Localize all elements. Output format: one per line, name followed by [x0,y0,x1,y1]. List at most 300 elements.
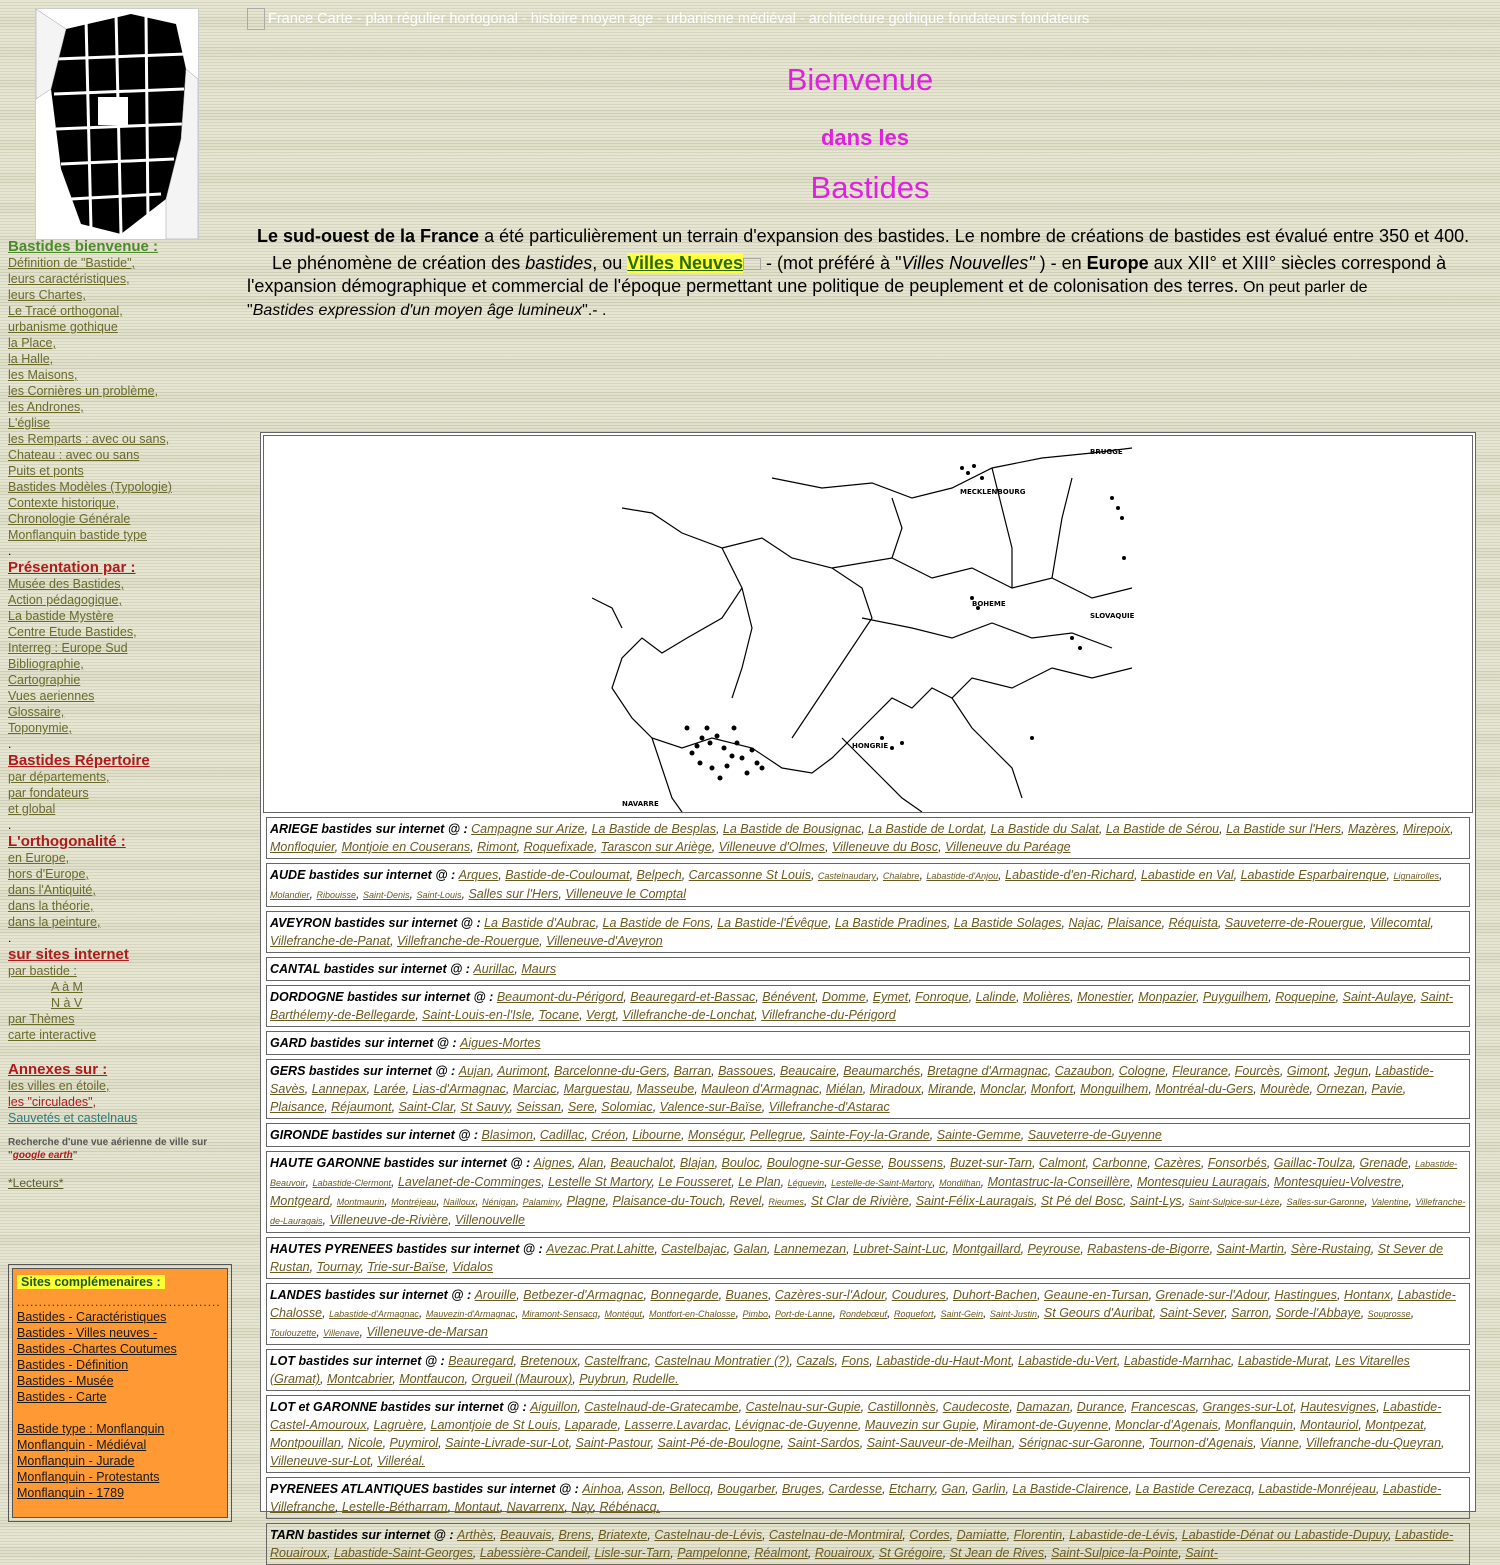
town-link[interactable]: Peyrouse [1027,1242,1081,1256]
town-link[interactable]: St Geours d'Auribat [1043,1306,1153,1320]
town-link[interactable]: Lalinde [975,990,1016,1004]
town-link[interactable]: Labastide en Val [1140,868,1234,882]
town-link[interactable]: Blajan [679,1156,715,1170]
town-link[interactable]: Rieumes [768,1197,804,1207]
town-link[interactable]: Montesquieu-Volvestre [1273,1175,1402,1189]
town-link[interactable]: Damiatte [956,1528,1007,1542]
town-link[interactable]: Jegun [1334,1064,1369,1078]
town-link[interactable]: Bassoues [718,1064,773,1078]
town-link[interactable]: Créon [591,1128,626,1142]
town-link[interactable]: Ornezan [1316,1082,1365,1096]
town-link[interactable]: St Sever de Rustan [270,1242,1444,1274]
town-link[interactable]: Monestier [1077,990,1132,1004]
town-link[interactable]: Plaisance-du-Touch [612,1194,723,1208]
town-link[interactable]: Fonsorbés [1207,1156,1267,1170]
sec5-item[interactable]: par bastide : [8,964,77,978]
town-link[interactable]: Cardesse [828,1482,883,1496]
sec1-item[interactable]: L'église [8,416,50,430]
town-link[interactable]: Sérignac-sur-Garonne [1018,1436,1143,1450]
town-link[interactable]: Saint-Gein [940,1309,983,1319]
town-link[interactable]: Labastide-du-Vert [1018,1354,1117,1368]
town-link[interactable]: Domme [822,990,866,1004]
town-link[interactable]: Bretenoux [520,1354,578,1368]
town-link[interactable]: Navarrenx [506,1500,565,1514]
town-link[interactable]: Monguilhem [1080,1082,1149,1096]
town-link[interactable]: Mondilhan [939,1178,981,1188]
town-link[interactable]: Monfort [1030,1082,1074,1096]
town-link[interactable]: Granges-sur-Lot [1202,1400,1294,1414]
town-link[interactable]: Lasserre.Lavardac [624,1418,728,1432]
sec6-title[interactable]: Annexes sur : [8,1061,108,1078]
sec1-title[interactable]: Bastides bienvenue : [8,238,159,255]
town-link[interactable]: Labastide-Beauvoir [270,1159,1458,1188]
town-link[interactable]: Aigues-Mortes [460,1036,541,1050]
town-link[interactable]: Salles-sur-Garonne [1286,1197,1365,1207]
town-link[interactable]: Labastide-Murat [1237,1354,1329,1368]
town-link[interactable]: Villefranche-de-Lonchat [622,1008,755,1022]
town-link[interactable]: Lestelle-Bétharram [342,1500,448,1514]
town-link[interactable]: Labastide-Saint-Georges [333,1546,473,1560]
town-link[interactable]: Lignairolles [1393,871,1439,881]
town-link[interactable]: Sauveterre-de-Rouergue [1224,916,1364,930]
sec2-item[interactable]: Glossaire, [8,705,65,719]
town-link[interactable]: Saint-Martin [1216,1242,1284,1256]
town-link[interactable]: Labastide-Rouairoux [270,1528,1454,1560]
town-link[interactable]: Boussens [888,1156,944,1170]
town-link[interactable]: Rimont [477,840,517,854]
town-link[interactable]: Roquefixade [523,840,594,854]
town-link[interactable]: Labastide-Dénat ou Labastide-Dupuy [1181,1528,1388,1542]
town-link[interactable]: Lévignac-de-Guyenne [734,1418,858,1432]
sec2-item[interactable]: Action pédagogique, [8,593,122,607]
town-link[interactable]: Gaillac-Toulza [1273,1156,1353,1170]
town-link[interactable]: Nénigan [482,1197,516,1207]
town-link[interactable]: Montfort-en-Chalosse [649,1309,736,1319]
lecteurs-link[interactable]: *Lecteurs* [8,1176,64,1190]
town-link[interactable]: Bastide-de-Couloumat [505,868,630,882]
town-link[interactable]: Revel [729,1194,762,1208]
town-link[interactable]: Beauregard-et-Bassac [630,990,756,1004]
town-link[interactable]: Beauvais [500,1528,552,1542]
town-link[interactable]: Campagne sur Arize [471,822,585,836]
town-link[interactable]: Marguestau [563,1082,630,1096]
town-link[interactable]: Blasimon [481,1128,533,1142]
town-link[interactable]: Gan [941,1482,966,1496]
town-link[interactable]: Labastide-de-Lévis [1069,1528,1175,1542]
town-link[interactable]: Galan [733,1242,767,1256]
town-link[interactable]: La Bastide de Fons [602,916,711,930]
town-link[interactable]: Monclar-d'Agenais [1115,1418,1218,1432]
town-link[interactable]: Castillonnès [867,1400,936,1414]
sites-item[interactable]: Bastides - Définition [17,1358,129,1372]
town-link[interactable]: Montréal-du-Gers [1155,1082,1254,1096]
town-link[interactable]: Florentin [1013,1528,1063,1542]
town-link[interactable]: Valentine [1371,1197,1409,1207]
town-link[interactable]: Pampelonne [677,1546,748,1560]
town-link[interactable]: Bonnegarde [650,1288,719,1302]
town-link[interactable]: Briatexte [598,1528,648,1542]
town-link[interactable]: Vidalos [452,1260,494,1274]
town-link[interactable]: Buzet-sur-Tarn [949,1156,1032,1170]
town-link[interactable]: Mirande [928,1082,974,1096]
town-link[interactable]: Orgueil (Mauroux) [471,1372,573,1386]
town-link[interactable]: La Bastide de Lordat [868,822,984,836]
sec4-item[interactable]: dans la théorie, [8,899,94,913]
town-link[interactable]: Labastide-d'Anjou [926,871,999,881]
sites-item[interactable]: Bastides - Carte [17,1390,107,1404]
town-link[interactable]: Villefranche-d'Astarac [768,1100,890,1114]
town-link[interactable]: Villeneuve du Paréage [945,840,1071,854]
town-link[interactable]: St Clar de Rivière [810,1194,909,1208]
town-link[interactable]: Mauvezin-d'Armagnac [425,1309,516,1319]
town-link[interactable]: Villeneuve-de-Rivière [329,1213,449,1227]
sec1-item[interactable]: Puits et ponts [8,464,84,478]
town-link[interactable]: La Bastide sur l'Hers [1226,822,1342,836]
town-link[interactable]: Labastide-d'en-Richard [1005,868,1134,882]
sites-item[interactable]: Bastides - Musée [17,1374,114,1388]
sec1-item[interactable]: Définition de "Bastide", [8,256,136,270]
town-link[interactable]: Castelnaud-de-Gratecambe [584,1400,739,1414]
town-link[interactable]: Cazals [796,1354,835,1368]
sites-item[interactable]: Monflanquin - 1789 [17,1486,125,1500]
town-link[interactable]: Montgaillard [952,1242,1021,1256]
town-link[interactable]: Toulouzette [270,1328,317,1338]
town-link[interactable]: Monfloquier [270,840,335,854]
town-link[interactable]: Saint- [1185,1546,1218,1560]
town-link[interactable]: Montaut [454,1500,500,1514]
town-link[interactable]: Vianne [1260,1436,1299,1450]
town-link[interactable]: Villecomtal [1370,916,1431,930]
town-link[interactable]: Beauregard [448,1354,514,1368]
town-link[interactable]: La Bastide du Salat [990,822,1099,836]
town-link[interactable]: Beauchalot [610,1156,673,1170]
town-link[interactable]: La Bastide Solages [953,916,1062,930]
town-link[interactable]: Castelnau-de-Montmiral [769,1528,903,1542]
town-link[interactable]: Bruges [781,1482,822,1496]
europe-bastides-map[interactable] [592,438,1148,812]
town-link[interactable]: Le Fousseret [658,1175,732,1189]
town-link[interactable]: Bougarber [717,1482,776,1496]
town-link[interactable]: Bénévent [762,990,816,1004]
town-link[interactable]: Barran [673,1064,712,1078]
town-link[interactable]: Saint-Pé-de-Boulogne [657,1436,781,1450]
town-link[interactable]: Nailloux [443,1197,476,1207]
town-link[interactable]: Geaune-en-Tursan [1043,1288,1149,1302]
town-link[interactable]: La Bastide de Sérou [1105,822,1220,836]
sec1-item[interactable]: les Remparts : avec ou sans, [8,432,170,446]
town-link[interactable]: Montpezat [1365,1418,1424,1432]
town-link[interactable]: Saint-Sardos [787,1436,860,1450]
sec3-item[interactable]: et global [8,802,56,816]
town-link[interactable]: Léguevin [787,1178,825,1188]
town-link[interactable]: Aujan [458,1064,491,1078]
town-link[interactable]: Ribouisse [316,890,357,900]
town-link[interactable]: Saint-Félix-Lauragais [915,1194,1034,1208]
town-link[interactable]: Fleurance [1172,1064,1228,1078]
town-link[interactable]: Nicole [347,1436,383,1450]
town-link[interactable]: Mauleon d'Armagnac [701,1082,819,1096]
town-link[interactable]: Salles sur l'Hers [468,887,559,901]
town-link[interactable]: Montmaurin [336,1197,385,1207]
sec2-title[interactable]: Présentation par : [8,559,136,576]
town-link[interactable]: Saint-Pastour [575,1436,651,1450]
town-link[interactable]: Montastruc-la-Conseillère [987,1175,1130,1189]
town-link[interactable]: Saint-Sulpice-la-Pointe [1051,1546,1179,1560]
town-link[interactable]: Sainte-Foy-la-Grande [809,1128,930,1142]
town-link[interactable]: Palaminy [522,1197,560,1207]
sec6-item[interactable]: les villes en étoile, [8,1079,110,1093]
town-link[interactable]: Saint-Clar [398,1100,454,1114]
sec1-item[interactable]: la Place, [8,336,56,350]
town-link[interactable]: Villefranche-de-Rouergue [396,934,540,948]
town-link[interactable]: Labastide-Villefranche [270,1482,1442,1514]
town-link[interactable]: Gimont [1286,1064,1328,1078]
town-link[interactable]: St Sauvy [460,1100,510,1114]
town-link[interactable]: Castelfranc [584,1354,648,1368]
town-link[interactable]: Hontanx [1343,1288,1391,1302]
town-link[interactable]: Sorde-l'Abbaye [1275,1306,1361,1320]
town-link[interactable]: Villeneuve-de-Marsan [366,1325,488,1339]
sec2-item[interactable]: Centre Etude Bastides, [8,625,137,639]
town-link[interactable]: Saint-Louis [416,890,462,900]
town-link[interactable]: Bretagne d'Armagnac [927,1064,1048,1078]
town-link[interactable]: Mazères [1347,822,1396,836]
town-link[interactable]: St Pé del Bosc [1040,1194,1123,1208]
sites-item[interactable]: Monflanquin - Jurade [17,1454,135,1468]
town-link[interactable]: Saint-Justin [989,1309,1037,1319]
sec4-item[interactable]: dans la peinture, [8,915,101,929]
town-link[interactable]: Villefranche-du-Périgord [761,1008,896,1022]
town-link[interactable]: Cazaubon [1054,1064,1112,1078]
town-link[interactable]: Boulogne-sur-Gesse [766,1156,882,1170]
bastide-plan-logo[interactable] [35,8,199,240]
town-link[interactable]: Montauriol [1299,1418,1359,1432]
town-link[interactable]: Aignes [533,1156,572,1170]
town-link[interactable]: Puybrun [579,1372,626,1386]
sec5-item[interactable]: N à V [51,996,83,1010]
town-link[interactable]: Mourède [1260,1082,1310,1096]
town-link[interactable]: Sauveterre-de-Guyenne [1027,1128,1162,1142]
sec4-item[interactable]: dans l'Antiquité, [8,883,96,897]
town-link[interactable]: Fonroque [915,990,969,1004]
town-link[interactable]: Lestelle St Martory [548,1175,652,1189]
town-link[interactable]: Damazan [1016,1400,1070,1414]
sec4-item[interactable]: hors d'Europe, [8,867,89,881]
villes-neuves-link[interactable]: Villes Neuves [627,253,744,273]
town-link[interactable]: Sarron [1231,1306,1269,1320]
town-link[interactable]: Beaumont-du-Périgord [496,990,624,1004]
town-link[interactable]: Trie-sur-Baïse [367,1260,446,1274]
google-earth-link[interactable]: google earth [12,1150,73,1161]
town-link[interactable]: Montjoie en Couserans [341,840,471,854]
town-link[interactable]: Villeneuve-d'Aveyron [546,934,663,948]
town-link[interactable]: Calmont [1038,1156,1086,1170]
town-link[interactable]: La Bastide Pradines [834,916,947,930]
sec6-item[interactable]: Sauvetés et castelnaus [8,1111,138,1125]
town-link[interactable]: Saint-Sauveur-de-Meilhan [866,1436,1012,1450]
sec1-item[interactable]: Bastides Modèles (Typologie) [8,480,172,494]
town-link[interactable]: Mirepoix [1402,822,1451,836]
town-link[interactable]: Barcelonne-du-Gers [554,1064,667,1078]
town-link[interactable]: Montgeard [270,1194,330,1208]
town-link[interactable]: Castelnau-sur-Gupie [745,1400,861,1414]
town-link[interactable]: Rébénacq. [599,1500,661,1514]
sec3-title[interactable]: Bastides Répertoire [8,752,150,769]
sec5-item[interactable]: carte interactive [8,1028,97,1042]
town-link[interactable]: Villeneuve du Bosc [832,840,939,854]
town-link[interactable]: Molières [1022,990,1071,1004]
sec3-item[interactable]: par départements, [8,770,110,784]
town-link[interactable]: Betbezer-d'Armagnac [523,1288,644,1302]
town-link[interactable]: Lamontjoie de St Louis [430,1418,558,1432]
sites-item[interactable]: Monflanquin - Médiéval [17,1438,147,1452]
town-link[interactable]: Roquefort [893,1309,934,1319]
town-link[interactable]: Miélan [825,1082,863,1096]
sec1-item[interactable]: les Andrones, [8,400,84,414]
town-link[interactable]: Duhort-Bachen [952,1288,1037,1302]
town-link[interactable]: Villeneuve le Comptal [565,887,686,901]
town-link[interactable]: Villeneuve d'Olmes [718,840,826,854]
town-link[interactable]: Avezac.Prat.Lahitte [546,1242,655,1256]
town-link[interactable]: Larée [373,1082,406,1096]
town-link[interactable]: Tocane [538,1008,580,1022]
town-link[interactable]: Villefranche-de-Lauragais [270,1197,1466,1226]
town-link[interactable]: Montcabrier [326,1372,393,1386]
town-link[interactable]: Labessière-Candeil [479,1546,588,1560]
town-link[interactable]: Garlin [972,1482,1006,1496]
town-link[interactable]: St Grégoire [878,1546,943,1560]
town-link[interactable]: Saint-Denis [362,890,410,900]
town-link[interactable]: Marciac [512,1082,557,1096]
sec2-item[interactable]: La bastide Mystère [8,609,114,623]
town-link[interactable]: Pellegrue [749,1128,803,1142]
town-link[interactable]: Montfaucon [399,1372,465,1386]
town-link[interactable]: Puymirol [389,1436,439,1450]
town-link[interactable]: Castelbajac [661,1242,727,1256]
sec2-item[interactable]: Interreg : Europe Sud [8,641,128,655]
town-link[interactable]: Plaisance [270,1100,325,1114]
town-link[interactable]: St Jean de Rives [949,1546,1045,1560]
town-link[interactable]: Beaucaire [779,1064,837,1078]
town-link[interactable]: Sere [567,1100,595,1114]
sec1-item[interactable]: leurs Chartes, [8,288,86,302]
town-link[interactable]: Durance [1076,1400,1125,1414]
town-link[interactable]: Arouille [474,1288,517,1302]
town-link[interactable]: Montréjeau [391,1197,437,1207]
town-link[interactable]: Ainhoa [582,1482,622,1496]
town-link[interactable]: Aiguillon [530,1400,578,1414]
town-link[interactable]: Asson [627,1482,663,1496]
town-link[interactable]: Aurillac [473,962,515,976]
town-link[interactable]: Belpech [636,868,682,882]
town-link[interactable]: Saint-Louis-en-l'Isle [422,1008,532,1022]
town-link[interactable]: Tournon-d'Agenais [1149,1436,1254,1450]
sec1-item[interactable]: urbanisme gothique [8,320,118,334]
town-link[interactable]: Lannepax [311,1082,367,1096]
sec2-item[interactable]: Vues aeriennes [8,689,95,703]
town-link[interactable]: Saint-Lys [1129,1194,1182,1208]
town-link[interactable]: Molandier [270,890,310,900]
sec2-item[interactable]: Bibliographie, [8,657,84,671]
town-link[interactable]: Lannemezan [773,1242,847,1256]
town-link[interactable]: Mauvezin sur Gupie [864,1418,977,1432]
sites-item[interactable]: Bastides -Chartes Coutumes [17,1342,177,1356]
town-link[interactable]: Laparade [564,1418,618,1432]
town-link[interactable]: Labastide-Marnhac [1123,1354,1231,1368]
town-link[interactable]: Hastingues [1274,1288,1337,1302]
town-link[interactable]: Cadillac [539,1128,585,1142]
town-link[interactable]: Labastide-Savès [270,1064,1434,1096]
sites-item[interactable]: Monflanquin - Protestants [17,1470,160,1484]
town-link[interactable]: Villenave [323,1328,360,1338]
sec5-title[interactable]: sur sites internet [8,946,129,963]
sec4-title[interactable]: L'orthogonalité : [8,833,126,850]
town-link[interactable]: Plaisance [1107,916,1162,930]
sec4-item[interactable]: en Europe, [8,851,70,865]
town-link[interactable]: Monpazier [1138,990,1196,1004]
town-link[interactable]: Sainte-Livrade-sur-Lot [445,1436,569,1450]
town-link[interactable]: Eymet [872,990,909,1004]
town-link[interactable]: La Bastide de Bousignac [722,822,862,836]
sec1-item[interactable]: la Halle, [8,352,54,366]
town-link[interactable]: Montpouillan [270,1436,341,1450]
town-link[interactable]: Aurimont [497,1064,548,1078]
town-link[interactable]: Rabastens-de-Bigorre [1087,1242,1210,1256]
town-link[interactable]: Coudures [891,1288,946,1302]
town-link[interactable]: Saint-Barthélemy-de-Bellegarde [270,990,1454,1022]
town-link[interactable]: Fourcès [1234,1064,1280,1078]
town-link[interactable]: Labastide-du-Haut-Mont [876,1354,1012,1368]
town-link[interactable]: Alan [578,1156,604,1170]
sec1-item[interactable]: Chronologie Générale [8,512,131,526]
town-link[interactable]: Saint-Sulpice-sur-Lèze [1188,1197,1280,1207]
town-link[interactable]: La Bastide Cerezacq [1135,1482,1252,1496]
town-link[interactable]: Lagruère [373,1418,424,1432]
town-link[interactable]: Carcassonne St Louis [688,868,811,882]
town-link[interactable]: Etcharry [888,1482,935,1496]
town-link[interactable]: Castelnaudary [817,871,876,881]
town-link[interactable]: Hautesvignes [1300,1400,1377,1414]
town-link[interactable]: Cazères-sur-l'Adour [774,1288,885,1302]
town-link[interactable]: Libourne [632,1128,681,1142]
town-link[interactable]: Labastide-Chalosse [270,1288,1456,1320]
town-link[interactable]: Villefranche-de-Panat [270,934,390,948]
town-link[interactable]: Bouloc [721,1156,760,1170]
town-link[interactable]: Monclar [980,1082,1024,1096]
town-link[interactable]: Saint-Aulaye [1342,990,1414,1004]
town-link[interactable]: Grenade [1359,1156,1409,1170]
town-link[interactable]: Villeneuve-sur-Lot [270,1454,371,1468]
town-link[interactable]: Villefranche-du-Queyran [1305,1436,1442,1450]
sites-item[interactable]: Bastides - Caractéristiques [17,1310,167,1324]
town-link[interactable]: Pavie [1371,1082,1403,1096]
town-link[interactable]: Saint-Sever [1159,1306,1225,1320]
town-link[interactable]: Le Plan [738,1175,781,1189]
town-link[interactable]: Caudecoste [942,1400,1010,1414]
town-link[interactable]: Chalabre [882,871,920,881]
town-link[interactable]: Montégut [604,1309,643,1319]
sec1-item[interactable]: Chateau : avec ou sans [8,448,140,462]
town-link[interactable]: Beaumarchés [843,1064,921,1078]
town-link[interactable]: Castelnau-de-Lévis [654,1528,763,1542]
town-link[interactable]: Montesquieu Lauragais [1136,1175,1267,1189]
town-link[interactable]: Maurs [521,962,557,976]
sec1-item[interactable]: Le Tracé orthogonal, [8,304,123,318]
town-link[interactable]: Rouairoux [814,1546,872,1560]
sec5-item[interactable]: par Thèmes [8,1012,75,1026]
sec1-item[interactable]: les Cornières un problème, [8,384,159,398]
town-link[interactable]: Lubret-Saint-Luc [853,1242,946,1256]
